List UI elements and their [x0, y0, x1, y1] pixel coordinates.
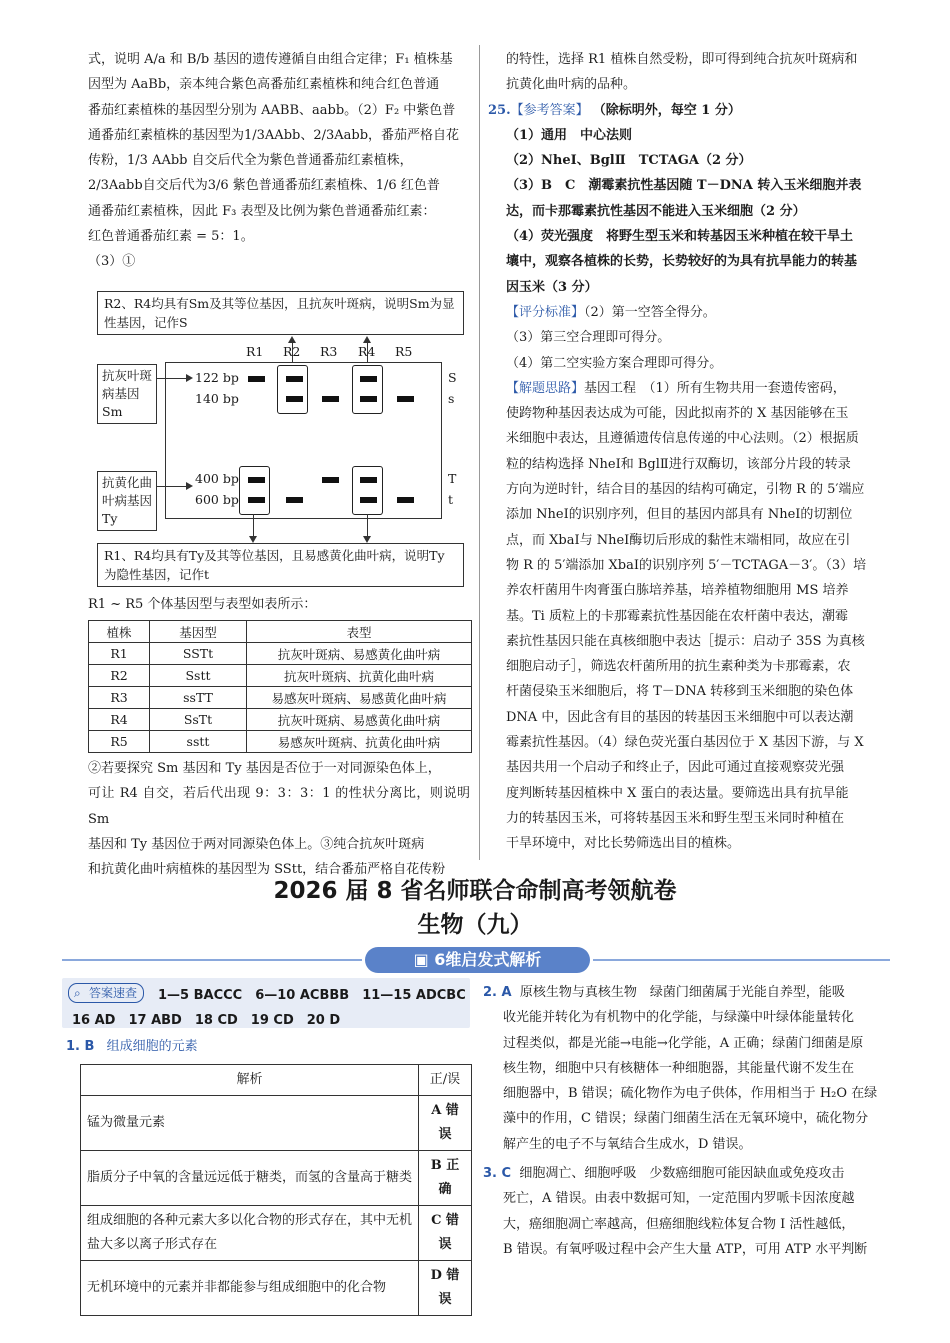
text-line: （3）第三空合理即可得分。	[506, 330, 671, 346]
ty-gene-label: 抗黄化曲叶病基因Ty	[97, 471, 157, 531]
table-intro: R1 ~ R5 个体基因型与表型如表所示：	[88, 597, 317, 612]
text-line: 番茄红素植株的基因型分别为 AABB、aabb。（2）F₂ 中紫色普	[88, 102, 456, 118]
arrow-down-r1	[253, 514, 254, 536]
table-cell: R5	[89, 731, 150, 753]
left-para-2	[88, 756, 470, 882]
text-line: 红色普通番茄红素 = 5：1。	[88, 229, 254, 245]
table-cell: 组成细胞的各种元素大多以化合物的形式存在，其中无机盐大多以离子形式存在	[81, 1206, 419, 1261]
table-cell: 无机环境中的元素并非都能参与组成细胞中的化合物	[81, 1261, 419, 1316]
table-header-row	[89, 621, 472, 643]
table-row	[89, 709, 472, 731]
band-r4-600	[360, 497, 377, 503]
arrow-head	[288, 336, 296, 343]
text-line: 度判断转基因植株中 X 蛋白的表达量。要筛选出具有抗旱能	[506, 785, 849, 801]
banner-label: 6维启发式解析	[434, 950, 542, 969]
lane-label-r2: R2	[283, 344, 301, 359]
band-r2-600	[286, 497, 303, 503]
q3-first-line	[483, 1161, 888, 1186]
q2-first-line	[483, 980, 888, 1005]
arrow-head	[249, 536, 257, 543]
text-line: 米细胞中表达，且遵循遗传信息传递的中心法则。（2）根据质	[506, 431, 859, 447]
text-line: 收光能并转化为有机物中的化学能，与绿藻中叶绿体能量转化	[503, 1010, 855, 1026]
table-cell: R3	[89, 687, 150, 709]
text-line: （2）NheⅠ、BglⅡ TCTAGA（2 分）	[506, 153, 752, 169]
text-line: ②若要探究 Sm 基因和 Ty 基因是否位于一对同源染色体上，	[88, 761, 441, 776]
text-line: 基因和 Ty 基因位于两对同源染色体上。③纯合抗灰叶斑病	[88, 836, 425, 852]
text-line: （4）第二空实验方案合理即可得分。	[506, 355, 723, 371]
q1-table	[80, 1064, 472, 1316]
text-line: 藻中的作用，C 错误；绿菌门细菌生活在无氧环境中，硫化物分	[503, 1111, 869, 1127]
table-cell: 易感灰叶斑病、易感黄化曲叶病	[247, 687, 472, 709]
text-line: 基因工程 （1）所有生物共用一套遗传密码，	[584, 380, 846, 396]
bp-400: 400 bp	[195, 471, 239, 486]
text-line: 霉素抗性基因。（4）绿色荧光蛋白基因位于 X 基因下游，与 X	[506, 735, 864, 751]
band-r2-140	[286, 396, 303, 402]
lane-label-r4: R4	[358, 344, 376, 359]
text-line: （2）第一空答全得分。	[584, 304, 716, 320]
text-line: 基因共用一个启动子和终止子，因此可通过直接观察荧光强	[506, 760, 845, 776]
page-subtitle: 生物（九）	[417, 912, 533, 938]
table-header: 植株	[89, 621, 150, 643]
band-r5-600	[397, 497, 414, 503]
table-cell: Sstt	[150, 665, 247, 687]
text-line: 传粉，1/3 AAbb 自交后代全为紫色普通番茄红素植株，	[88, 153, 413, 169]
text-line: 大，癌细胞凋亡率越高，但癌细胞线粒体复合物 Ⅰ 活性越低，	[503, 1216, 855, 1232]
table-cell: 脂质分子中氧的含量远远低于糖类，而氢的含量高于糖类	[81, 1151, 419, 1206]
table-cell: R2	[89, 665, 150, 687]
table-cell: sstt	[150, 731, 247, 753]
lane-highlight-r4-ty	[352, 466, 383, 515]
table-row	[81, 1096, 472, 1151]
arrow-head	[363, 536, 371, 543]
arrow-down-r4	[367, 514, 368, 536]
lane-highlight-r2	[277, 365, 308, 414]
table-cell: 抗灰叶斑病、易感黄化曲叶病	[247, 643, 472, 665]
arrow-line	[157, 378, 187, 379]
table-cell: 锰为微量元素	[81, 1096, 419, 1151]
bp-140: 140 bp	[195, 391, 239, 406]
text-line: 细胞启动子］，筛选农杆菌所用的抗生素种类为卡那霉素，农	[506, 659, 851, 675]
search-icon: ⌕	[74, 986, 81, 1000]
banner-line-left	[62, 959, 362, 961]
quick-answers-line1: 1—5 BACCC 6—10 ACBBB 11—15 ADCBC	[158, 988, 466, 1003]
grade-line	[506, 300, 888, 325]
band-r2-122	[286, 376, 303, 382]
table-cell: SSTt	[150, 643, 247, 665]
solution-idea	[488, 376, 888, 857]
text-line: （3）B C 潮霉素抗性基因随 T－DNA 转入玉米细胞并表	[506, 178, 862, 194]
table-cell: 抗灰叶斑病、抗黄化曲叶病	[247, 665, 472, 687]
table-row	[89, 731, 472, 753]
band-r3-400	[322, 477, 339, 483]
band-r4-122	[360, 376, 377, 382]
text-line: 干旱环境中，对比长势筛选出目的植株。	[506, 836, 741, 852]
grade-tag: 【评分标准】	[506, 304, 585, 320]
band-r1-600	[248, 497, 265, 503]
quick-answers-tag	[68, 983, 144, 1003]
band-r1-400	[248, 477, 265, 483]
arrow-head	[363, 336, 371, 343]
bp-600: 600 bp	[195, 492, 239, 507]
table-cell: A 错误	[419, 1096, 472, 1151]
arrow-head	[186, 482, 193, 490]
quick-answers-line2: 16 AD 17 ABD 18 CD 19 CD 20 D	[72, 1013, 341, 1028]
text-line: （4）荧光强度 将野生型玉米和转基因玉米种植在较干旱土	[506, 229, 854, 245]
q25-num: 25.	[488, 102, 511, 118]
quick-tag-label: 答案速查	[89, 986, 138, 1000]
table-cell: R1	[89, 643, 150, 665]
text-line: 杆菌侵染玉米细胞后，将 T－DNA 转移到玉米细胞的染色体	[506, 684, 854, 700]
text-line: 的特性，选择 R1 植株自然受粉，即可得到纯合抗灰叶斑病和	[506, 52, 858, 67]
text-line: 添加 NheⅠ的识别序列，但目的基因内部具有 NheⅠ的切割位	[506, 507, 853, 523]
q1-num: 1. B	[66, 1039, 95, 1054]
text-line: （3）①	[88, 254, 136, 270]
band-r3-140	[322, 396, 339, 402]
text-line: 壤中，观察各植株的长势，长势较好的为具有抗旱能力的转基	[506, 254, 858, 270]
q2-block	[483, 980, 888, 1262]
text-line: 达，而卡那霉素抗性基因不能进入玉米细胞（2 分）	[506, 203, 806, 219]
table-cell: B 正确	[419, 1151, 472, 1206]
text-line: 解产生的电子不与氧结合生成水，D 错误。	[503, 1136, 752, 1152]
lane-highlight-r4	[352, 365, 383, 414]
text-line: 使跨物种基因表达成为可能，因此拟南芥的 X 基因能够在玉	[506, 406, 849, 422]
band-r5-140	[397, 396, 414, 402]
table-cell: SsTt	[150, 709, 247, 731]
grading	[488, 300, 888, 376]
diagram-bottom-note: R1、R4均具有Ty及其等位基因，且易感黄化曲叶病，说明Ty为隐性基因，记作t	[97, 543, 464, 587]
q1-header	[66, 1034, 198, 1059]
right-col-top	[488, 47, 888, 857]
allele-S: S	[448, 370, 457, 385]
doc-icon: ▣	[413, 950, 435, 969]
banner-line-right	[593, 959, 890, 961]
table-cell: 易感灰叶斑病、抗黄化曲叶病	[247, 731, 472, 753]
answer-lines	[488, 123, 888, 300]
lane-label-r5: R5	[395, 344, 413, 359]
table-row	[81, 1151, 472, 1206]
table-header: 基因型	[150, 621, 247, 643]
table-cell: C 错误	[419, 1206, 472, 1261]
table-cell: D 错误	[419, 1261, 472, 1316]
text-line: 因型为 AaBb，亲本纯合紫色高番茄红素植株和纯合红色普通	[88, 77, 440, 93]
band-r1-122	[248, 376, 265, 382]
q2-num: 2. A	[483, 985, 512, 1000]
table-header-row	[81, 1065, 472, 1096]
column-divider	[479, 45, 480, 860]
text-line: 养农杆菌用牛肉膏蛋白胨培养基，培养植物细胞用 MS 培养	[506, 583, 849, 599]
table-cell: ssTT	[150, 687, 247, 709]
lane-label-r3: R3	[320, 344, 338, 359]
bp-122: 122 bp	[195, 370, 239, 385]
q25-note: （除标明外，每空 1 分）	[592, 102, 741, 118]
page-title: 2026 届 8 省名师联合命制高考领航卷	[273, 878, 677, 904]
text-line: 式，说明 A/a 和 B/b 基因的遗传遵循自由组合定律；F₁ 植株基	[88, 52, 453, 67]
allele-s: s	[448, 391, 455, 406]
text-line: 点，而 XbaⅠ与 NheⅠ酶切后形成的黏性末端相同，故应在引	[506, 532, 851, 548]
text-line: 死亡，A 错误。由表中数据可知，一定范围内罗哌卡因浓度越	[503, 1191, 855, 1207]
table-header: 解析	[81, 1065, 419, 1096]
text-line: 细胞凋亡、细胞呼吸 少数癌细胞可能因缺血或免疫攻击	[519, 1166, 845, 1182]
sm-gene-label: 抗灰叶斑病基因Sm	[97, 364, 157, 424]
idea-line	[506, 376, 888, 401]
table-row	[81, 1261, 472, 1316]
text-line: 通番茄红素植株的基因型为1/3AAbb、2/3Aabb，番茄严格自花	[88, 127, 460, 143]
table-header: 正/误	[419, 1065, 472, 1096]
text-line: 粒的结构选择 NheⅠ和 BglⅡ进行双酶切，该部分片段的转录	[506, 456, 851, 472]
q3-num: 3. C	[483, 1166, 512, 1182]
arrow-line	[157, 486, 187, 487]
lane-highlight-r1	[239, 466, 270, 515]
idea-tag: 【解题思路】	[506, 380, 585, 396]
text-line: 因玉米（3 分）	[506, 279, 598, 295]
text-line: 素抗性基因只能在真核细胞中表达［提示：启动子 35S 为真核	[506, 633, 865, 649]
text-line: 方向为逆时针，结合目的基因的结构可确定，引物 R 的 5′端应	[506, 482, 865, 498]
table-row	[89, 643, 472, 665]
text-line: 抗黄化曲叶病的品种。	[506, 77, 637, 93]
band-r4-140	[360, 396, 377, 402]
table-row	[81, 1206, 472, 1261]
diagram-top-note: R2、R4均具有Sm及其等位基因，且抗灰叶斑病，说明Sm为显性基因，记作S	[97, 291, 464, 335]
table-cell: 抗灰叶斑病、易感黄化曲叶病	[247, 709, 472, 731]
genotype-table	[88, 620, 472, 753]
text-line: 核生物，细胞中只有核糖体一种细胞器，其能量代谢不发生在	[503, 1060, 855, 1076]
table-header: 表型	[247, 621, 472, 643]
text-line: 基。Ti 质粒上的卡那霉素抗性基因能在农杆菌中表达，潮霉	[506, 608, 848, 624]
table-cell: R4	[89, 709, 150, 731]
text-line: 力的转基因玉米，可将转基因玉米和野生型玉米同时种植在	[506, 810, 845, 826]
text-line: 和抗黄化曲叶病植株的基因型为 SStt，结合番茄严格自花传粉	[88, 862, 446, 878]
q25-header	[488, 98, 888, 123]
allele-t: t	[448, 492, 454, 507]
q1-topic: 组成细胞的元素	[106, 1039, 198, 1054]
text-line: 通番茄红素植株，因此 F₃ 表型及比例为紫色普通番茄红素：	[88, 203, 436, 219]
text-line: 细胞器中，B 错误；硫化物作为电子供体，作用相当于 H₂O 在绿	[503, 1086, 878, 1102]
arrow-head	[186, 374, 193, 382]
table-row	[89, 687, 472, 709]
band-r4-400	[360, 477, 377, 483]
answer-tag: 【参考答案】	[510, 102, 589, 118]
allele-T: T	[448, 471, 457, 486]
text-line: 物 R 的 5′端添加 XbaⅠ的识别序列 5′－TCTAGA－3′。（3）培	[506, 557, 867, 573]
lane-label-r1: R1	[246, 344, 264, 359]
analysis-banner	[365, 947, 590, 973]
text-line: DNA 中，因此含有目的基因的转基因玉米细胞中可以表达潮	[506, 709, 854, 725]
left-para-1	[88, 47, 470, 275]
table-row	[89, 665, 472, 687]
text-line: 2/3Aabb自交后代为3/6 紫色普通番茄红素植株、1/6 红色普	[88, 178, 440, 194]
text-line: 原核生物与真核生物 绿菌门细菌属于光能自养型，能吸	[519, 985, 845, 1000]
text-line: 过程类似，都是光能→电能→化学能，A 正确；绿菌门细菌是原	[503, 1035, 864, 1051]
text-line: B 错误。有氧呼吸过程中会产生大量 ATP，可用 ATP 水平判断	[503, 1241, 868, 1257]
text-line: 可让 R4 自交，若后代出现 9：3：3：1 的性状分离比，则说明 Sm	[88, 786, 470, 827]
text-line: （1）通用 中心法则	[506, 127, 633, 143]
